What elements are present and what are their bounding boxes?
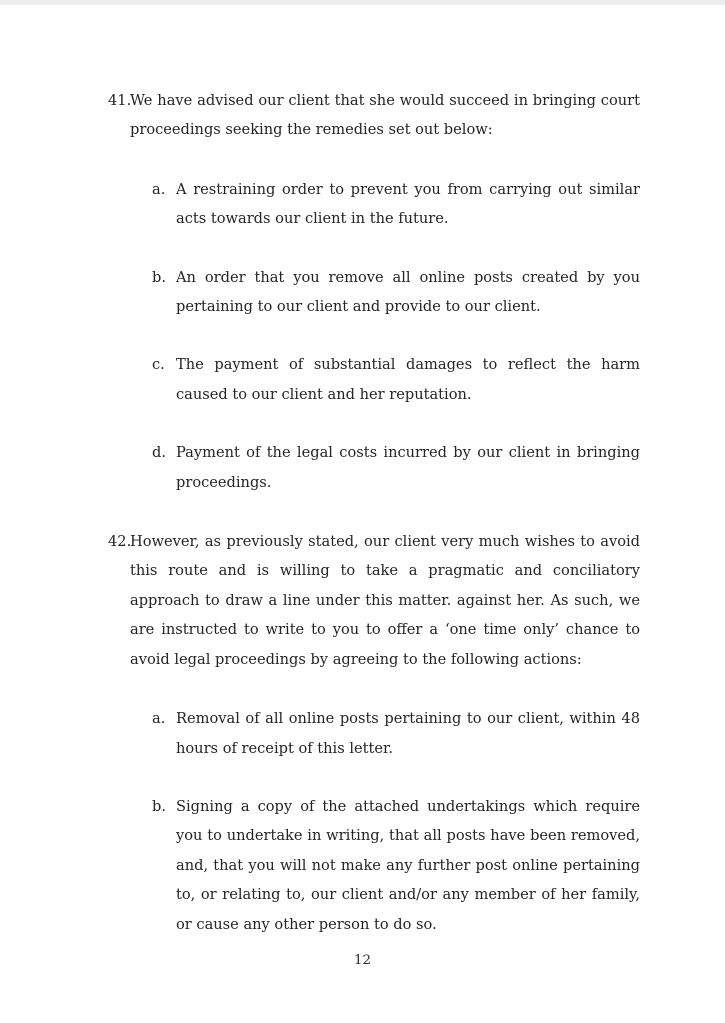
list-item-41a-text: A restraining order to prevent you from carrying out similar acts towards our client in the future.	[176, 180, 640, 228]
paragraph-42-marker: 42.	[108, 533, 132, 551]
paragraph-41-text: We have advised our client that she would succeed in bringing court proceedings seeking the remedies set out below:	[130, 92, 640, 139]
list-item-41a	[152, 175, 640, 234]
numbered-paragraph-41	[108, 86, 640, 145]
spacer	[108, 321, 640, 350]
spacer	[108, 674, 640, 704]
numbered-paragraph-42	[108, 527, 640, 674]
list-item-41d-marker: d.	[152, 444, 166, 462]
list-item-41c-marker: c.	[152, 356, 165, 374]
list-item-41b-text: An order that you remove all online posts created by you pertaining to our client and provide to our client.	[176, 268, 640, 316]
spacer	[108, 763, 640, 792]
paragraph-41-marker: 41.	[108, 92, 132, 109]
list-item-42b	[152, 792, 640, 939]
list-item-41d-text: Payment of the legal costs incurred by our client in bringing proceedings.	[176, 444, 640, 491]
paragraph-42-text: However, as previously stated, our client very much wishes to avoid this route and is willing to take a pragmatic and conciliatory approach to draw a line under this matter. against her. As such, we are instructed to write to you to offer a ‘one time only’ chance to avoid legal proceedings by agreeing to the following actions:	[130, 533, 640, 668]
spacer	[108, 497, 640, 527]
spacer	[108, 234, 640, 263]
list-item-42b-text: Signing a copy of the attached undertakings which require you to undertake in writing, that all posts have been removed, and, that you will not make any further post online pertaining to, or relating to, our client and/or any member of her family, or cause any other person to do so.	[176, 797, 640, 933]
list-item-42a	[152, 704, 640, 763]
list-item-41a-marker: a.	[152, 180, 166, 198]
list-item-42a-marker: a.	[152, 710, 166, 728]
scan-edge-artifact	[0, 0, 725, 5]
list-item-41d	[152, 438, 640, 497]
list-item-41c	[152, 350, 640, 409]
list-item-42b-marker: b.	[152, 797, 166, 815]
spacer	[108, 145, 640, 175]
page-number: 12	[353, 953, 372, 968]
list-item-41b	[152, 263, 640, 322]
spacer	[108, 409, 640, 438]
list-item-42a-text: Removal of all online posts pertaining to our client, within 48 hours of receipt of this letter.	[176, 710, 640, 757]
list-item-41b-marker: b.	[152, 268, 166, 286]
page-body-text	[108, 86, 640, 939]
list-item-41c-text: The payment of substantial damages to reflect the harm caused to our client and her reputation.	[176, 356, 640, 403]
